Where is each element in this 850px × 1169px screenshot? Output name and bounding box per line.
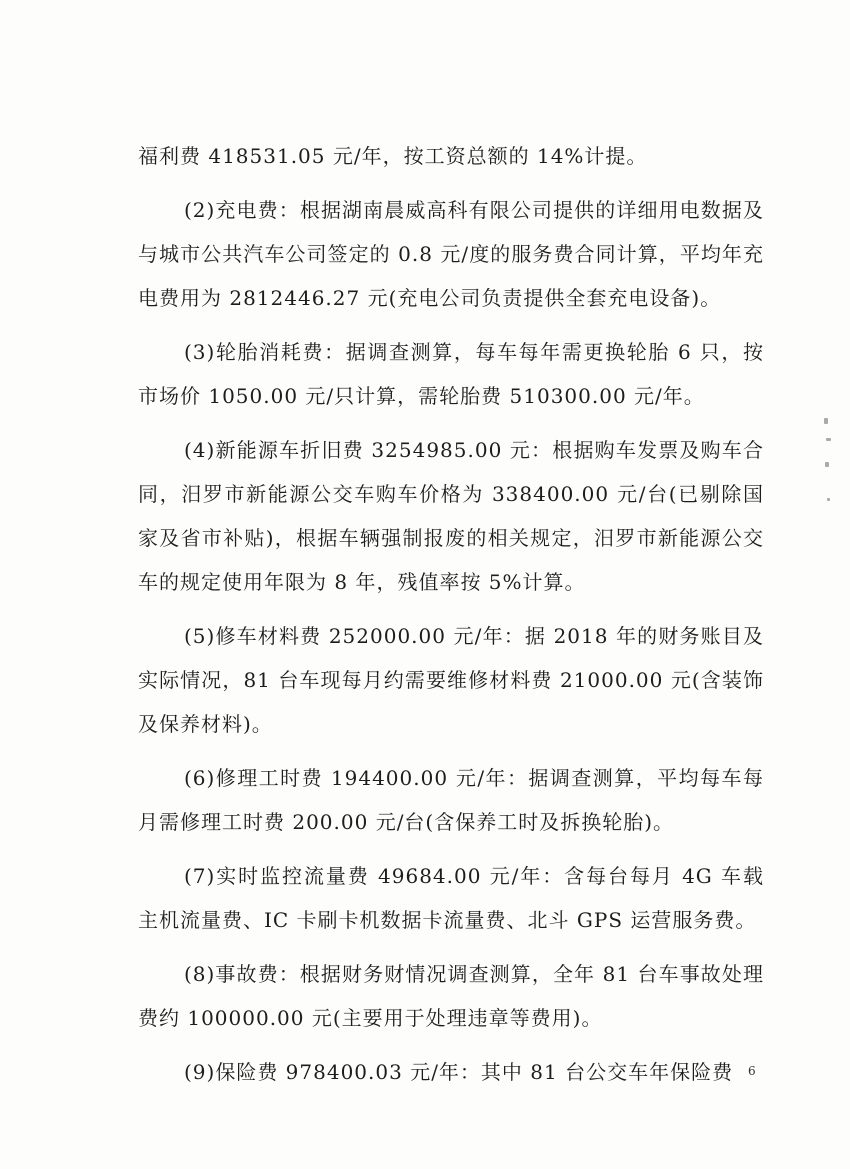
paragraph-repair-material-fee: (5)修车材料费 252000.00 元/年：据 2018 年的财务账目及实际情况，81 台车现每月约需要维修材料费 21000.00 元(含装饰及保养材料)。	[138, 624, 764, 736]
scan-dot	[827, 498, 830, 501]
page-number: 6	[748, 1064, 756, 1078]
paragraph-depreciation-fee: (4)新能源车折旧费 3254985.00 元：根据购车发票及购车合同，汨罗市新能源公交车购车价格为 338400.00 元/台(已剔除国家及省市补贴)，根据车辆强制报废的相关规定，汨罗市新能源公交车的规定使用年限为 8 年，残值率按 5%计算。	[138, 438, 764, 594]
scan-dot	[824, 418, 828, 424]
paragraph-repair-labor-fee: (6)修理工时费 194400.00 元/年：据调查测算，平均每车每月需修理工时费 200.00 元/台(含保养工时及拆换轮胎)。	[138, 766, 764, 834]
document-body	[138, 134, 764, 1104]
scan-dot	[826, 438, 831, 441]
paragraph-welfare-fee: 福利费 418531.05 元/年，按工资总额的 14%计提。	[138, 144, 648, 168]
paragraph-insurance-fee: (9)保险费 978400.03 元/年：其中 81 台公交车年保险费	[184, 1060, 734, 1084]
paragraph-charging-fee: (2)充电费：根据湖南晨威高科有限公司提供的详细用电数据及与城市公共汽车公司签定的 0.8 元/度的服务费合同计算，平均年充电费用为 2812446.27 元(充电公司负责提供全套充电设备)。	[138, 198, 764, 310]
scan-artifact-marks	[818, 410, 838, 520]
paragraph-tire-fee: (3)轮胎消耗费：据调查测算，每车每年需更换轮胎 6 只，按市场价 1050.00 元/只计算，需轮胎费 510300.00 元/年。	[138, 340, 764, 408]
paragraph-monitoring-traffic-fee: (7)实时监控流量费 49684.00 元/年：含每台每月 4G 车载主机流量费、IC 卡刷卡机数据卡流量费、北斗 GPS 运营服务费。	[138, 864, 764, 932]
paragraph-accident-fee: (8)事故费：根据财务财情况调查测算，全年 81 台车事故处理费约 100000.00 元(主要用于处理违章等费用)。	[138, 962, 764, 1030]
scan-dot	[825, 462, 829, 467]
